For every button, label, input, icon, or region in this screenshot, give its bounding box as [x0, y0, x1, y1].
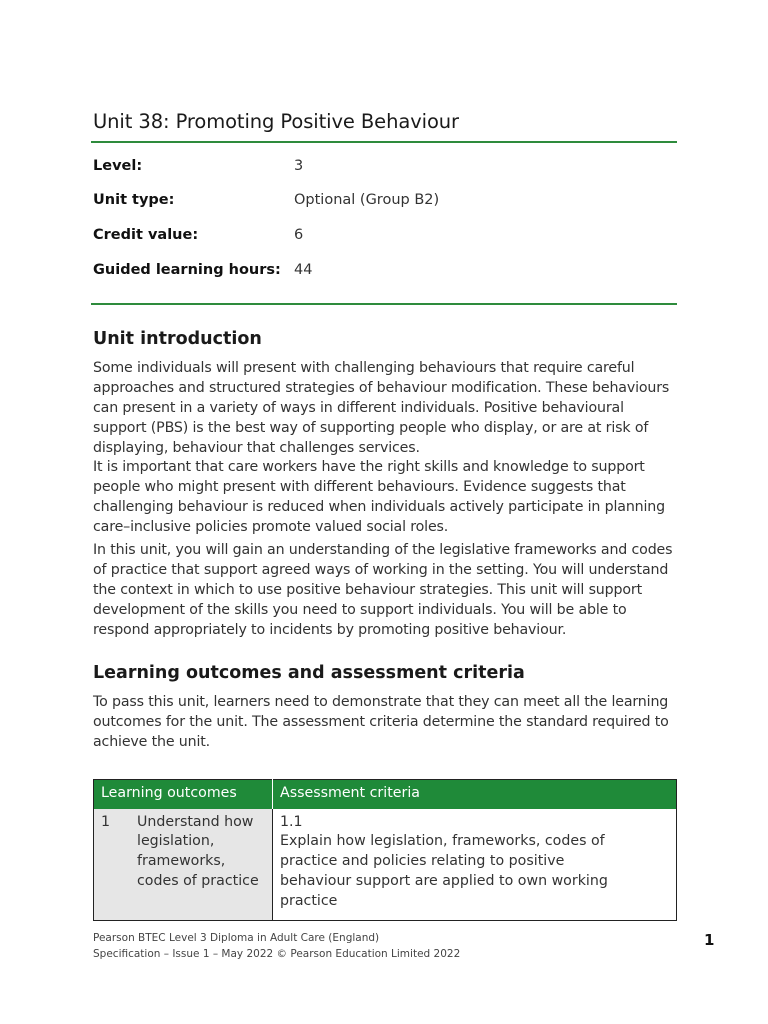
meta-label: Credit value:: [93, 227, 199, 243]
learning-outcomes-intro: To pass this unit, learners need to demonstrate that they can meet all the learning outcomes for the unit. The assessment criteria determine the standard required to achieve the unit.: [93, 694, 669, 750]
intro-paragraph: In this unit, you will gain an understanding of the legislative frameworks and codes of practice that support agreed ways of working in the setting. You will understand the context in which to use positive behaviour strategies. This unit will support development of the skills you need to support individuals. You will be able to respond appropriately to incidents by promoting positive behaviour.: [93, 542, 673, 638]
learning-outcomes-table: [93, 779, 677, 921]
column-header-learning-outcomes: Learning outcomes: [94, 780, 273, 809]
footer-specification: Specification – Issue 1 – May 2022 © Pearson Education Limited 2022: [93, 947, 461, 960]
learning-outcome-number: 1: [101, 813, 111, 830]
table-header-row: [94, 780, 677, 809]
unit-title: Unit 38: Promoting Positive Behaviour: [93, 110, 459, 133]
column-header-assessment-criteria: Assessment criteria: [273, 780, 677, 809]
assessment-criterion-text: Explain how legislation, frameworks, codes of practice and policies relating to positive behaviour support are applied to own working practice: [280, 833, 608, 910]
meta-value: 44: [294, 262, 313, 278]
footer-qualification: Pearson BTEC Level 3 Diploma in Adult Care (England): [93, 932, 380, 944]
meta-row-credit-value: [93, 227, 677, 247]
meta-divider: [91, 303, 677, 305]
meta-row-unit-type: [93, 192, 677, 212]
assessment-criteria-cell: [273, 809, 677, 921]
table-row: [94, 809, 677, 921]
unit-introduction-heading: Unit introduction: [93, 329, 262, 349]
meta-label: Level:: [93, 158, 143, 174]
title-divider: [91, 141, 677, 143]
learning-outcomes-heading: Learning outcomes and assessment criteria: [93, 663, 525, 683]
meta-label: Unit type:: [93, 192, 175, 208]
intro-paragraph: It is important that care workers have the right skills and knowledge to support people who might present with different behaviours. Evidence suggests that challenging behaviour is reduced when individuals actively participate in planning care–inclusive policies promote valued social roles.: [93, 459, 665, 535]
page-footer: [93, 931, 460, 962]
meta-row-level: [93, 158, 677, 178]
meta-row-guided-learning-hours: [93, 262, 677, 282]
learning-outcome-cell: [94, 809, 273, 921]
meta-label: Guided learning hours:: [93, 262, 281, 278]
meta-value: Optional (Group B2): [294, 192, 440, 208]
learning-outcome-text: Understand how legislation, frameworks, codes of practice: [137, 813, 259, 890]
meta-value: 3: [294, 158, 304, 174]
assessment-criterion-number: 1.1: [280, 813, 303, 830]
intro-paragraph: Some individuals will present with challenging behaviours that require careful approaches and structured strategies of behaviour modification. These behaviours can present in a variety of ways in different individuals. Positive behavioural support (PBS) is the best way of supporting people who display, or are at risk of displaying, behaviour that challenges services.: [93, 360, 670, 456]
page-number: 1: [704, 931, 715, 949]
meta-value: 6: [294, 227, 304, 243]
